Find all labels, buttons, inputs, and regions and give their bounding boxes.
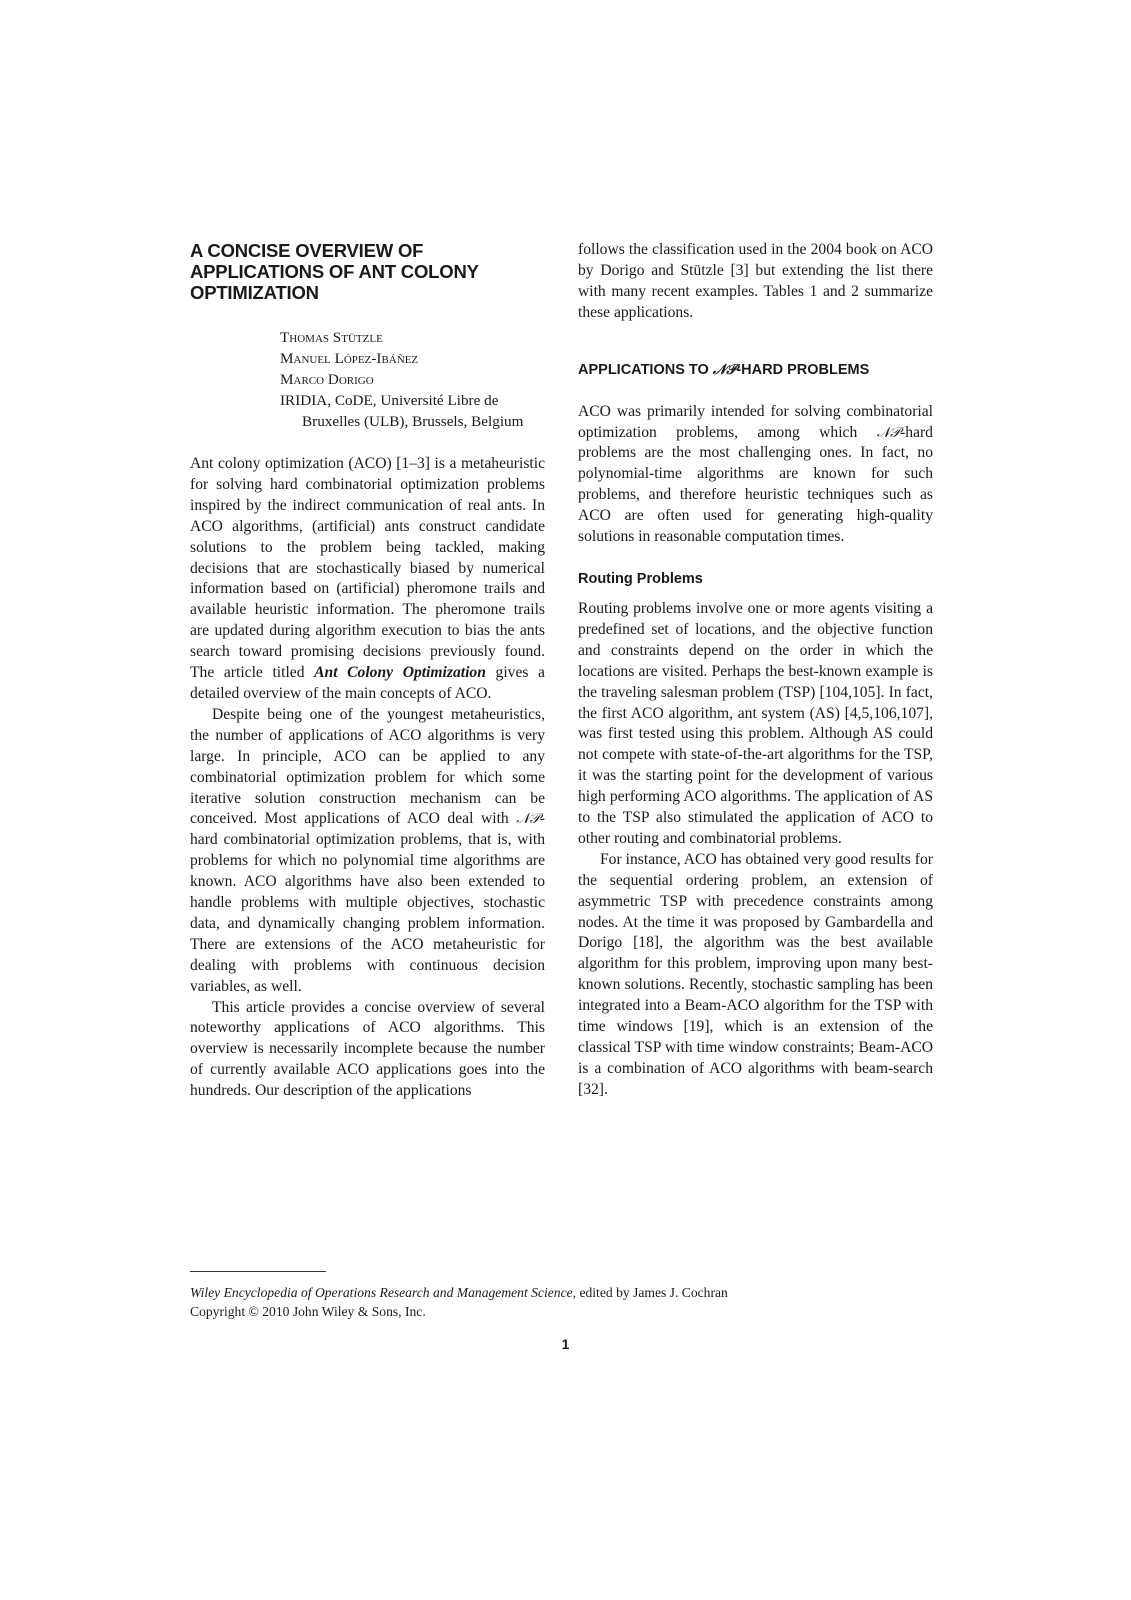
cross-reference: Ant Colony Optimization	[314, 664, 486, 682]
footnote-divider	[190, 1271, 326, 1272]
page-number: 1	[561, 1336, 570, 1352]
paragraph-text: -hard combinatorial optimization problems, that is, with problems for which no polynomial time algorithms are known. ACO algorithms have also been extended to handle problems with multiple objectives, stochastic data, and dynamically changing problem information. There are extensions of the ACO metaheuristic for dealing with problems with continuous decision variables, as well.	[190, 810, 545, 995]
left-body	[190, 454, 545, 1102]
subsection-heading: Routing Problems	[578, 570, 703, 587]
footnote	[190, 1284, 728, 1321]
paragraph	[190, 454, 545, 705]
copyright-line: Copyright © 2010 John Wiley & Sons, Inc.	[190, 1303, 426, 1319]
paragraph-text: -hard problems are the most challenging ones. In fact, no polynomial-time algorithms are known for such problems, and therefore heuristic techniques such as ACO are often used for generating high-quality solutions in reasonable computation times.	[578, 423, 933, 546]
author-name: Thomas Stützle	[280, 329, 383, 346]
subsection-body	[578, 599, 933, 1101]
paragraph-text: gives a detailed overview of the main concepts of ACO.	[190, 664, 545, 702]
np-symbol: 𝒩𝒫	[712, 361, 737, 378]
article-title: A CONCISE OVERVIEW OF APPLICATIONS OF ANT COLONY OPTIMIZATION	[190, 240, 479, 303]
paragraph-text: Despite being one of the youngest metaheuristics, the number of applications of ACO algorithms is very large. In principle, ACO can be applied to any combinatorial optimization problem for which some iterative solution construction mechanism can be conceived. Most applications of ACO deal with	[190, 705, 545, 828]
citation-line	[190, 1284, 728, 1303]
paragraph-text: ACO was primarily intended for solving combinatorial optimization problems, among which	[578, 402, 933, 441]
section-body	[578, 402, 933, 548]
affiliation: IRIDIA, CoDE, Université Libre de Bruxelles (ULB), Brussels, Belgium	[280, 392, 524, 430]
paragraph	[578, 402, 933, 548]
paragraph-text: Ant colony optimization (ACO) [1–3] is a metaheuristic for solving hard combinatorial optimization problems inspired by the indirect communication of real ants. In ACO algorithms, (artificial) ants construct candidate solutions to the problem being tackled, making decisions that are stochastically biased by numerical information based on (artificial) pheromone trails and available heuristic information. The pheromone trails are updated during algorithm execution to bias the ants search toward promising decisions previously found. The article titled	[190, 455, 545, 682]
author-name: Manuel López-Ibáñez	[280, 350, 419, 367]
paragraph: follows the classification used in the 2004 book on ACO by Dorigo and Stützle [3] but extending the list there with many recent examples. Tables 1 and 2 summarize these applications.	[578, 241, 933, 321]
editor-text: , edited by James J. Cochran	[572, 1285, 728, 1300]
encyclopedia-title: Wiley Encyclopedia of Operations Research and Management Science	[190, 1285, 573, 1300]
left-column	[190, 240, 545, 1102]
paragraph: Routing problems involve one or more agents visiting a predefined set of locations, and the objective function and constraints depend on the order in which the locations are visited. Perhaps the best-known example is the traveling salesman problem (TSP) [104,105]. In fact, the first ACO algorithm, ant system (AS) [4,5,106,107], was first tested using this problem. Although AS could not compete with state-of-the-art algorithms for the TSP, it was the starting point for the development of various high performing ACO algorithms. The application of AS to the TSP also stimulated the application of ACO to other routing and combinatorial problems.	[578, 599, 933, 847]
heading-text: APPLICATIONS TO	[578, 361, 713, 378]
section-heading	[578, 360, 933, 380]
np-symbol: 𝒩𝒫	[876, 424, 901, 441]
paragraph: For instance, ACO has obtained very good results for the sequential ordering problem, an extension of asymmetric TSP with precedence constraints among nodes. At the time it was proposed by Gambardella and Dorigo [18], the algorithm was the best available algorithm for this problem, improving upon many best-known solutions. Recently, stochastic sampling has been integrated into a Beam-ACO algorithm for the TSP with time windows [19], which is an extension of the classical TSP with time window constraints; Beam-ACO is a combination of ACO algorithms with beam-search [32].	[578, 850, 933, 1098]
np-symbol: 𝒩𝒫	[516, 811, 540, 828]
paragraph	[190, 705, 545, 998]
right-body	[578, 240, 933, 324]
heading-text: -HARD PROBLEMS	[736, 361, 870, 378]
author-block	[280, 327, 545, 432]
author-name: Marco Dorigo	[280, 371, 374, 388]
paragraph: This article provides a concise overview of several noteworthy applications of ACO algorithms. This overview is necessarily incomplete because the number of currently available ACO applications goes into the hundreds. Our description of the applications	[190, 998, 545, 1100]
right-column	[578, 240, 933, 1101]
